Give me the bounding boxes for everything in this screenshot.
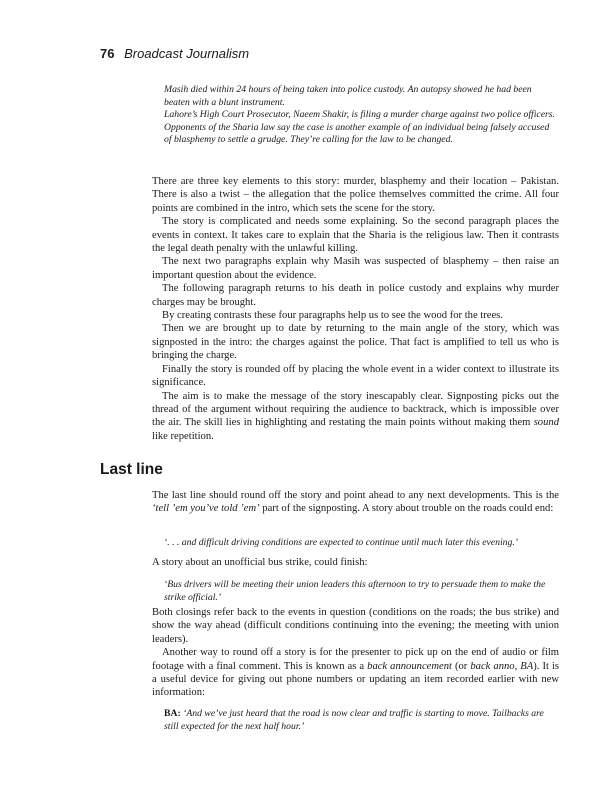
ba-text: ‘And we’ve just heard that the road is now clear and traffic is starting to move. Tailbacks are still expected for the next half hour.’ <box>164 708 544 732</box>
page-number: 76 <box>100 46 115 61</box>
para-text: ). It is a useful device for giving out phone numbers or updating an item recorded earlier with new information: <box>152 660 560 699</box>
aim-text: The aim is to make the message of the story inescapably clear. Signposting picks out the thread of the argument without requiring the audience to backtrack, which is impossible over the air. The skill lies in highlighting and restating the main points without making them <box>152 390 559 429</box>
para-text: Another way to round off a story is for the presenter to pick up on the end of audio or film footage with a final comment. This is known as a <box>152 647 559 672</box>
analysis-section <box>152 175 559 443</box>
para-text: The last line should round off the story and point ahead to any next developments. This is the <box>152 490 559 501</box>
term-back-announcement: back announcement <box>367 660 452 672</box>
analysis-paragraph: The next two paragraphs explain why Masih was suspected of blasphemy – then raise an important question about the evidence. <box>152 256 559 281</box>
analysis-paragraph: By creating contrasts these four paragraphs help us to see the wood for the trees. <box>162 310 503 322</box>
analysis-paragraph: Then we are brought up to date by returning to the main angle of the story, which was signposted in the intro: the charges against the police. That fact is amplified to tell us who is bringing the charge. <box>152 323 559 362</box>
analysis-paragraph: The following paragraph returns to his death in police custody and explains why murder charges may be brought. <box>152 283 559 308</box>
bus-quote <box>164 579 556 604</box>
term-ba: BA <box>520 660 534 672</box>
term-back-anno: back anno <box>470 660 515 672</box>
aim-text-end: like repetition. <box>152 430 214 442</box>
section-heading-last-line: Last line <box>100 461 163 478</box>
analysis-paragraph: The story is complicated and needs some explaining. So the second paragraph places the events in context. It takes care to explain that the Sharia is the religious law. Then it contrasts the legal death penalty with the unlawful killing. <box>152 216 559 255</box>
ba-label: BA: <box>164 708 181 719</box>
analysis-paragraph: There are three key elements to this story: murder, blasphemy and their location – Pakistan. There is also a twist – the allegation that the police themselves committed the crime. All four points are combined in the intro, which sets the scene for the story. <box>152 176 559 214</box>
last-line-paragraph <box>152 646 559 700</box>
para-text: , <box>514 660 521 672</box>
running-header <box>100 46 249 61</box>
road-quote <box>164 537 556 550</box>
last-line-paragraph: Both closings refer back to the events in question (conditions on the roads; the bus strike) and show the way ahead (difficult conditions continuing into the evening; the meeting with union leaders). <box>152 607 559 645</box>
analysis-paragraph: Finally the story is rounded off by placing the whole event in a wider context to illustrate its significance. <box>152 363 559 389</box>
last-line-intro <box>152 489 559 516</box>
ba-quote <box>164 708 556 733</box>
para-emphasis: ‘tell ’em you’ve told ’em’ <box>152 503 260 515</box>
intro-quote-line: Masih died within 24 hours of being taken into police custody. An autopsy showed he had been beaten with a blunt instrument. <box>164 84 532 108</box>
closings-section <box>152 606 559 700</box>
road-quote-text: ‘. . . and difficult driving conditions are expected to continue until much later this evening.’ <box>164 537 518 548</box>
last-line-paragraph <box>152 489 559 516</box>
intro-quote <box>164 84 556 147</box>
intro-quote-line: Opponents of the Sharia law say the case is another example of an individual being falsely accused of blasphemy to settle a grudge. They’re calling for the law to be changed. <box>164 121 550 146</box>
last-line-paragraph: A story about an unofficial bus strike, could finish: <box>152 557 368 568</box>
ba-quote-text <box>164 708 556 733</box>
bus-strike-intro <box>152 556 559 569</box>
intro-quote-line: Lahore’s High Court Prosecutor, Naeem Shakir, is filing a murder charge against two police officers. <box>164 109 555 121</box>
running-title: Broadcast Journalism <box>124 46 250 61</box>
aim-paragraph <box>152 390 559 444</box>
para-text-end: part of the signposting. A story about trouble on the roads could end: <box>259 503 554 515</box>
aim-emphasis: sound <box>533 417 559 429</box>
bus-quote-text: ‘Bus drivers will be meeting their union leaders this afternoon to try to persuade them to make the strike official.’ <box>164 579 546 603</box>
para-text: (or <box>451 660 471 672</box>
